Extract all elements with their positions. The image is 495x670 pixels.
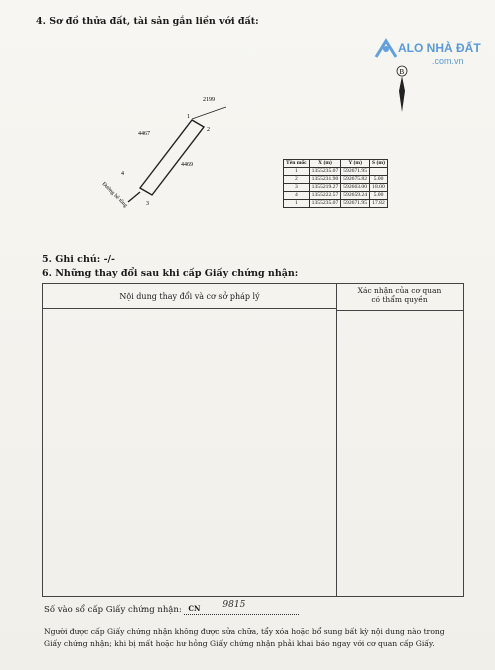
table-header: Y (m) <box>341 160 370 168</box>
table-row: 1 1355235.07 592671.95 17.82 <box>284 200 388 208</box>
section-4-title: 4. Sơ đồ thửa đất, tài sản gắn liền với đất: <box>36 16 259 27</box>
table-header: Tên mốc <box>284 160 310 168</box>
registry-number: 9815 <box>222 600 246 610</box>
registry-line: Số vào sổ cấp Giấy chứng nhận: CN 9815 <box>44 605 299 615</box>
parcel-label: 4467 <box>138 131 150 137</box>
table-row: 1 1355235.07 592671.95 <box>284 168 388 176</box>
column-divider <box>336 308 337 596</box>
logo-main-text: ALO NHÀ ĐẤT <box>398 41 481 55</box>
section-5-title: 5. Ghi chú: -/- <box>42 254 115 265</box>
coordinate-table <box>283 159 388 208</box>
north-arrow-icon <box>397 66 407 112</box>
vertex-label: 2 <box>207 127 210 133</box>
svg-text:B: B <box>399 68 405 76</box>
table-header: X (m) <box>309 160 341 168</box>
footer-note: Người được cấp Giấy chứng nhận không được sửa chữa, tẩy xóa hoặc bổ sung bất kỳ nội dung nào trong Giấy chứng nhận; khi bị mất hoặc hư hỏng Giấy chứng nhận phải khai báo ngay với cơ quan cấp Giấy. <box>44 627 445 648</box>
changes-col-content-header: Nội dung thay đổi và cơ sở pháp lý <box>43 284 337 309</box>
table-row: 4 1355222.57 592659.24 5.00 <box>284 192 388 200</box>
parcel-label: 2199 <box>203 97 215 103</box>
table-row: 3 1355219.27 592663.00 18.00 <box>284 184 388 192</box>
vertex-label: 3 <box>146 201 149 207</box>
logo-sub-text: .com.vn <box>432 56 464 66</box>
table-row: 2 1355231.90 592675.82 5.00 <box>284 176 388 184</box>
parcel-label: 4469 <box>181 162 193 168</box>
section-6-title: 6. Những thay đổi sau khi cấp Giấy chứng nhận: <box>42 268 299 279</box>
table-header: S (m) <box>370 160 388 168</box>
changes-col-approval-header: Xác nhận của cơ quan có thẩm quyền <box>336 284 463 311</box>
vertex-label: 1 <box>187 114 190 120</box>
vertex-label: 4 <box>121 171 124 177</box>
changes-table <box>42 283 464 597</box>
registry-code: CN <box>188 604 201 613</box>
road-label: Đường bê tông <box>100 181 129 209</box>
